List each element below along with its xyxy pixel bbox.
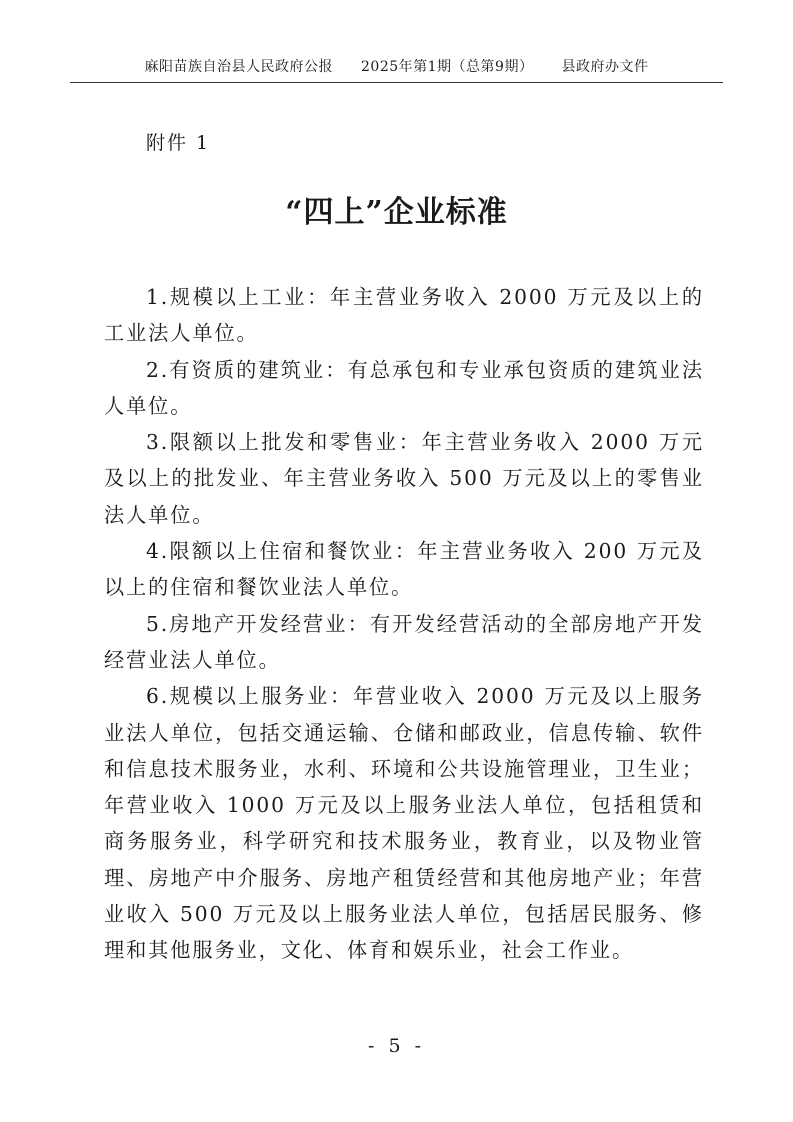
paragraph-industry: 1.规模以上工业：年主营业务收入 2000 万元及以上的工业法人单位。 bbox=[104, 285, 704, 346]
paragraph-accommodation-catering: 4.限额以上住宿和餐饮业：年主营业务收入 200 万元及以上的住宿和餐饮业法人单位。 bbox=[104, 539, 704, 600]
header-category: 县政府办文件 bbox=[561, 59, 649, 75]
document-body bbox=[104, 279, 704, 969]
page-number: - 5 - bbox=[367, 1035, 425, 1057]
header-issue: 2025年第1期（总第9期） bbox=[361, 59, 534, 75]
paragraph-construction: 2.有资质的建筑业：有总承包和专业承包资质的建筑业法人单位。 bbox=[104, 357, 704, 418]
running-header bbox=[70, 58, 723, 76]
header-divider bbox=[70, 82, 723, 83]
paragraph-real-estate: 5.房地产开发经营业：有开发经营活动的全部房地产开发经营业法人单位。 bbox=[104, 611, 704, 672]
header-bulletin-name: 麻阳苗族自治县人民政府公报 bbox=[144, 59, 334, 75]
attachment-label: 附件 1 bbox=[146, 132, 211, 154]
paragraph-wholesale-retail: 3.限额以上批发和零售业：年主营业务收入 2000 万元及以上的批发业、年主营业务收入 500 万元及以上的零售业法人单位。 bbox=[104, 430, 704, 527]
document-title: “四上”企业标准 bbox=[285, 195, 508, 230]
paragraph-services: 6.规模以上服务业：年营业收入 2000 万元及以上服务业法人单位，包括交通运输、仓储和邮政业，信息传输、软件和信息技术服务业，水利、环境和公共设施管理业，卫生业；年营业收入 1000 万元及以上服务业法人单位，包括租赁和商务服务业，科学研究和技术服务业，教育业，以及物业管理、房地产中介服务、房地产租赁经营和其他房地产业；年营业收入 500 万元及以上服务业法人单位，包括居民服务、修理和其他服务业，文化、体育和娱乐业，社会工作业。 bbox=[104, 684, 704, 963]
